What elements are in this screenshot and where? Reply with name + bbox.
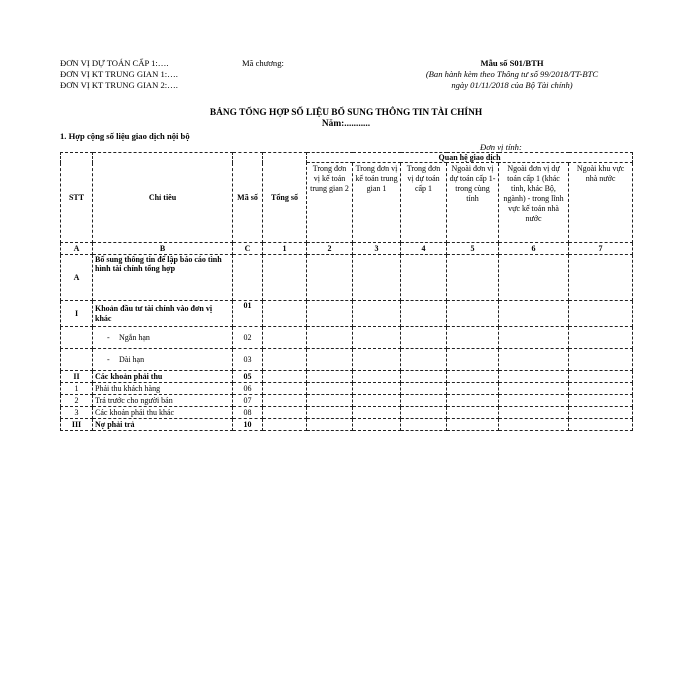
- row-value-cell[interactable]: [307, 407, 353, 419]
- row-value-cell[interactable]: [401, 349, 447, 371]
- row-indicator-text: Dài hạn: [119, 355, 145, 364]
- row-value-cell[interactable]: [447, 383, 499, 395]
- row-value-cell[interactable]: [263, 395, 307, 407]
- row-indicator: Bổ sung thông tin để lập báo cáo tình hình tài chính tổng hợp: [93, 255, 233, 301]
- row-indicator: Các khoản phải thu: [93, 371, 233, 383]
- col-header-indicator: Chỉ tiêu: [93, 153, 233, 243]
- table-row: [61, 383, 633, 395]
- row-value-cell[interactable]: [447, 407, 499, 419]
- row-value-cell[interactable]: [263, 327, 307, 349]
- report-title-main: BẢNG TỔNG HỢP SỐ LIỆU BỔ SUNG THÔNG TIN TÀI CHÍNH: [209, 108, 483, 118]
- row-value-cell[interactable]: [263, 349, 307, 371]
- row-value-cell[interactable]: [353, 383, 401, 395]
- row-indicator-text: Ngắn hạn: [119, 333, 150, 342]
- table-row: [61, 327, 633, 349]
- row-indicator: Phải thu khách hàng: [93, 383, 233, 395]
- row-value-cell[interactable]: [353, 395, 401, 407]
- row-stt: [61, 327, 93, 349]
- row-value-cell[interactable]: [353, 255, 401, 301]
- unit-of-measure: Đơn vị tính:: [480, 142, 522, 152]
- row-value-cell[interactable]: [263, 407, 307, 419]
- row-code: 06: [233, 383, 263, 395]
- row-value-cell[interactable]: [353, 371, 401, 383]
- col-header-sub-3: Trong đơn vị dự toán cấp 1: [401, 163, 447, 243]
- letter-cell: 7: [569, 243, 633, 255]
- table-row: [61, 419, 633, 431]
- row-indicator: [93, 349, 233, 371]
- row-value-cell[interactable]: [307, 255, 353, 301]
- row-value-cell[interactable]: [401, 407, 447, 419]
- letter-cell: A: [61, 243, 93, 255]
- col-header-code: Mã số: [233, 153, 263, 243]
- row-value-cell[interactable]: [353, 349, 401, 371]
- letter-cell: 6: [499, 243, 569, 255]
- row-value-cell[interactable]: [401, 255, 447, 301]
- row-indicator: Khoản đầu tư tài chính vào đơn vị khác: [93, 301, 233, 327]
- table-row: [61, 349, 633, 371]
- row-code: [233, 255, 263, 301]
- letter-cell: C: [233, 243, 263, 255]
- row-code: 10: [233, 419, 263, 431]
- col-header-sub-2: Trong đơn vị kế toán trung gian 1: [353, 163, 401, 243]
- row-value-cell[interactable]: [569, 383, 633, 395]
- row-value-cell[interactable]: [499, 327, 569, 349]
- col-header-stt: STT: [61, 153, 93, 243]
- row-value-cell[interactable]: [499, 419, 569, 431]
- row-code: 01: [233, 301, 263, 327]
- col-header-transaction-relations: Quan hệ giao dịch: [307, 153, 633, 163]
- row-value-cell[interactable]: [307, 349, 353, 371]
- row-value-cell[interactable]: [569, 301, 633, 327]
- row-value-cell[interactable]: [307, 383, 353, 395]
- row-stt: 1: [61, 383, 93, 395]
- row-value-cell[interactable]: [263, 301, 307, 327]
- issued-by-line-2: ngày 01/11/2018 của Bộ Tài chính): [451, 80, 573, 90]
- row-value-cell[interactable]: [499, 349, 569, 371]
- row-value-cell[interactable]: [499, 371, 569, 383]
- row-value-cell[interactable]: [401, 383, 447, 395]
- column-letter-row: [61, 243, 633, 255]
- row-value-cell[interactable]: [307, 371, 353, 383]
- row-value-cell[interactable]: [499, 395, 569, 407]
- row-dash: -: [107, 355, 110, 364]
- row-stt: 3: [61, 407, 93, 419]
- row-value-cell[interactable]: [263, 255, 307, 301]
- row-value-cell[interactable]: [447, 371, 499, 383]
- row-value-cell[interactable]: [447, 255, 499, 301]
- row-value-cell[interactable]: [401, 327, 447, 349]
- section-title: 1. Hợp cộng số liệu giao dịch nội bộ: [60, 131, 190, 141]
- row-code: 02: [233, 327, 263, 349]
- row-value-cell[interactable]: [569, 407, 633, 419]
- table-row: [61, 255, 633, 301]
- table-row: [61, 371, 633, 383]
- row-value-cell[interactable]: [307, 419, 353, 431]
- header-left: [60, 58, 178, 91]
- row-value-cell[interactable]: [263, 371, 307, 383]
- header-right: [392, 58, 632, 91]
- row-value-cell[interactable]: [447, 349, 499, 371]
- report-title: [60, 108, 632, 130]
- col-header-sub-1: Trong đơn vị kế toán trung gian 2: [307, 163, 353, 243]
- row-stt: I: [61, 301, 93, 327]
- row-value-cell[interactable]: [401, 395, 447, 407]
- row-value-cell[interactable]: [569, 327, 633, 349]
- row-value-cell[interactable]: [307, 327, 353, 349]
- row-value-cell[interactable]: [307, 395, 353, 407]
- row-value-cell[interactable]: [353, 301, 401, 327]
- row-value-cell[interactable]: [447, 301, 499, 327]
- row-value-cell[interactable]: [447, 395, 499, 407]
- row-value-cell[interactable]: [353, 419, 401, 431]
- letter-cell: 3: [353, 243, 401, 255]
- issued-by-line-1: (Ban hành kèm theo Thông tư số 99/2018/TT-BTC: [425, 69, 599, 79]
- row-code: 08: [233, 407, 263, 419]
- row-value-cell[interactable]: [569, 419, 633, 431]
- row-value-cell[interactable]: [353, 407, 401, 419]
- col-header-total: Tổng số: [263, 153, 307, 243]
- row-value-cell[interactable]: [263, 419, 307, 431]
- row-value-cell[interactable]: [499, 301, 569, 327]
- table-body: [61, 255, 633, 431]
- row-code: 07: [233, 395, 263, 407]
- col-header-sub-6: Ngoài khu vực nhà nước: [569, 163, 633, 243]
- row-indicator: [93, 327, 233, 349]
- row-value-cell[interactable]: [499, 407, 569, 419]
- letter-cell: 4: [401, 243, 447, 255]
- row-value-cell[interactable]: [447, 327, 499, 349]
- row-value-cell[interactable]: [401, 301, 447, 327]
- row-code: 03: [233, 349, 263, 371]
- data-table: [60, 152, 633, 431]
- table-row: [61, 301, 633, 327]
- row-value-cell[interactable]: [307, 301, 353, 327]
- row-stt: 2: [61, 395, 93, 407]
- row-value-cell[interactable]: [569, 255, 633, 301]
- report-year: Năm:...........: [321, 119, 371, 129]
- unit-intermediate-2: ĐƠN VỊ KT TRUNG GIAN 2:….: [60, 80, 178, 90]
- row-value-cell[interactable]: [569, 371, 633, 383]
- unit-level-1: ĐƠN VỊ DỰ TOÁN CẤP 1:….: [60, 58, 169, 68]
- row-value-cell[interactable]: [569, 349, 633, 371]
- row-value-cell[interactable]: [499, 255, 569, 301]
- row-value-cell[interactable]: [353, 327, 401, 349]
- table-row: [61, 407, 633, 419]
- row-stt: II: [61, 371, 93, 383]
- col-header-sub-5: Ngoài đơn vị dự toán cấp 1 (khác tỉnh, khác Bộ, ngành) - trong lĩnh vực kế toán nhà nước: [499, 163, 569, 243]
- letter-cell: 2: [307, 243, 353, 255]
- row-code: 05: [233, 371, 263, 383]
- row-stt: [61, 349, 93, 371]
- row-dash: -: [107, 333, 110, 342]
- form-number: Mẫu số S01/BTH: [480, 58, 544, 68]
- table-row: [61, 395, 633, 407]
- row-indicator: Trả trước cho người bán: [93, 395, 233, 407]
- row-stt: A: [61, 255, 93, 301]
- row-value-cell[interactable]: [569, 395, 633, 407]
- row-value-cell[interactable]: [401, 419, 447, 431]
- letter-cell: 1: [263, 243, 307, 255]
- row-value-cell[interactable]: [401, 371, 447, 383]
- row-stt: III: [61, 419, 93, 431]
- chapter-code-label: Mã chương:: [242, 58, 284, 68]
- row-value-cell[interactable]: [447, 419, 499, 431]
- row-indicator: Nợ phải trả: [93, 419, 233, 431]
- letter-cell: 5: [447, 243, 499, 255]
- letter-cell: B: [93, 243, 233, 255]
- row-value-cell[interactable]: [499, 383, 569, 395]
- unit-intermediate-1: ĐƠN VỊ KT TRUNG GIAN 1:….: [60, 69, 178, 79]
- row-indicator: Các khoản phải thu khác: [93, 407, 233, 419]
- col-header-sub-4: Ngoài đơn vị dự toán cấp 1- trong cùng tỉnh: [447, 163, 499, 243]
- row-value-cell[interactable]: [263, 383, 307, 395]
